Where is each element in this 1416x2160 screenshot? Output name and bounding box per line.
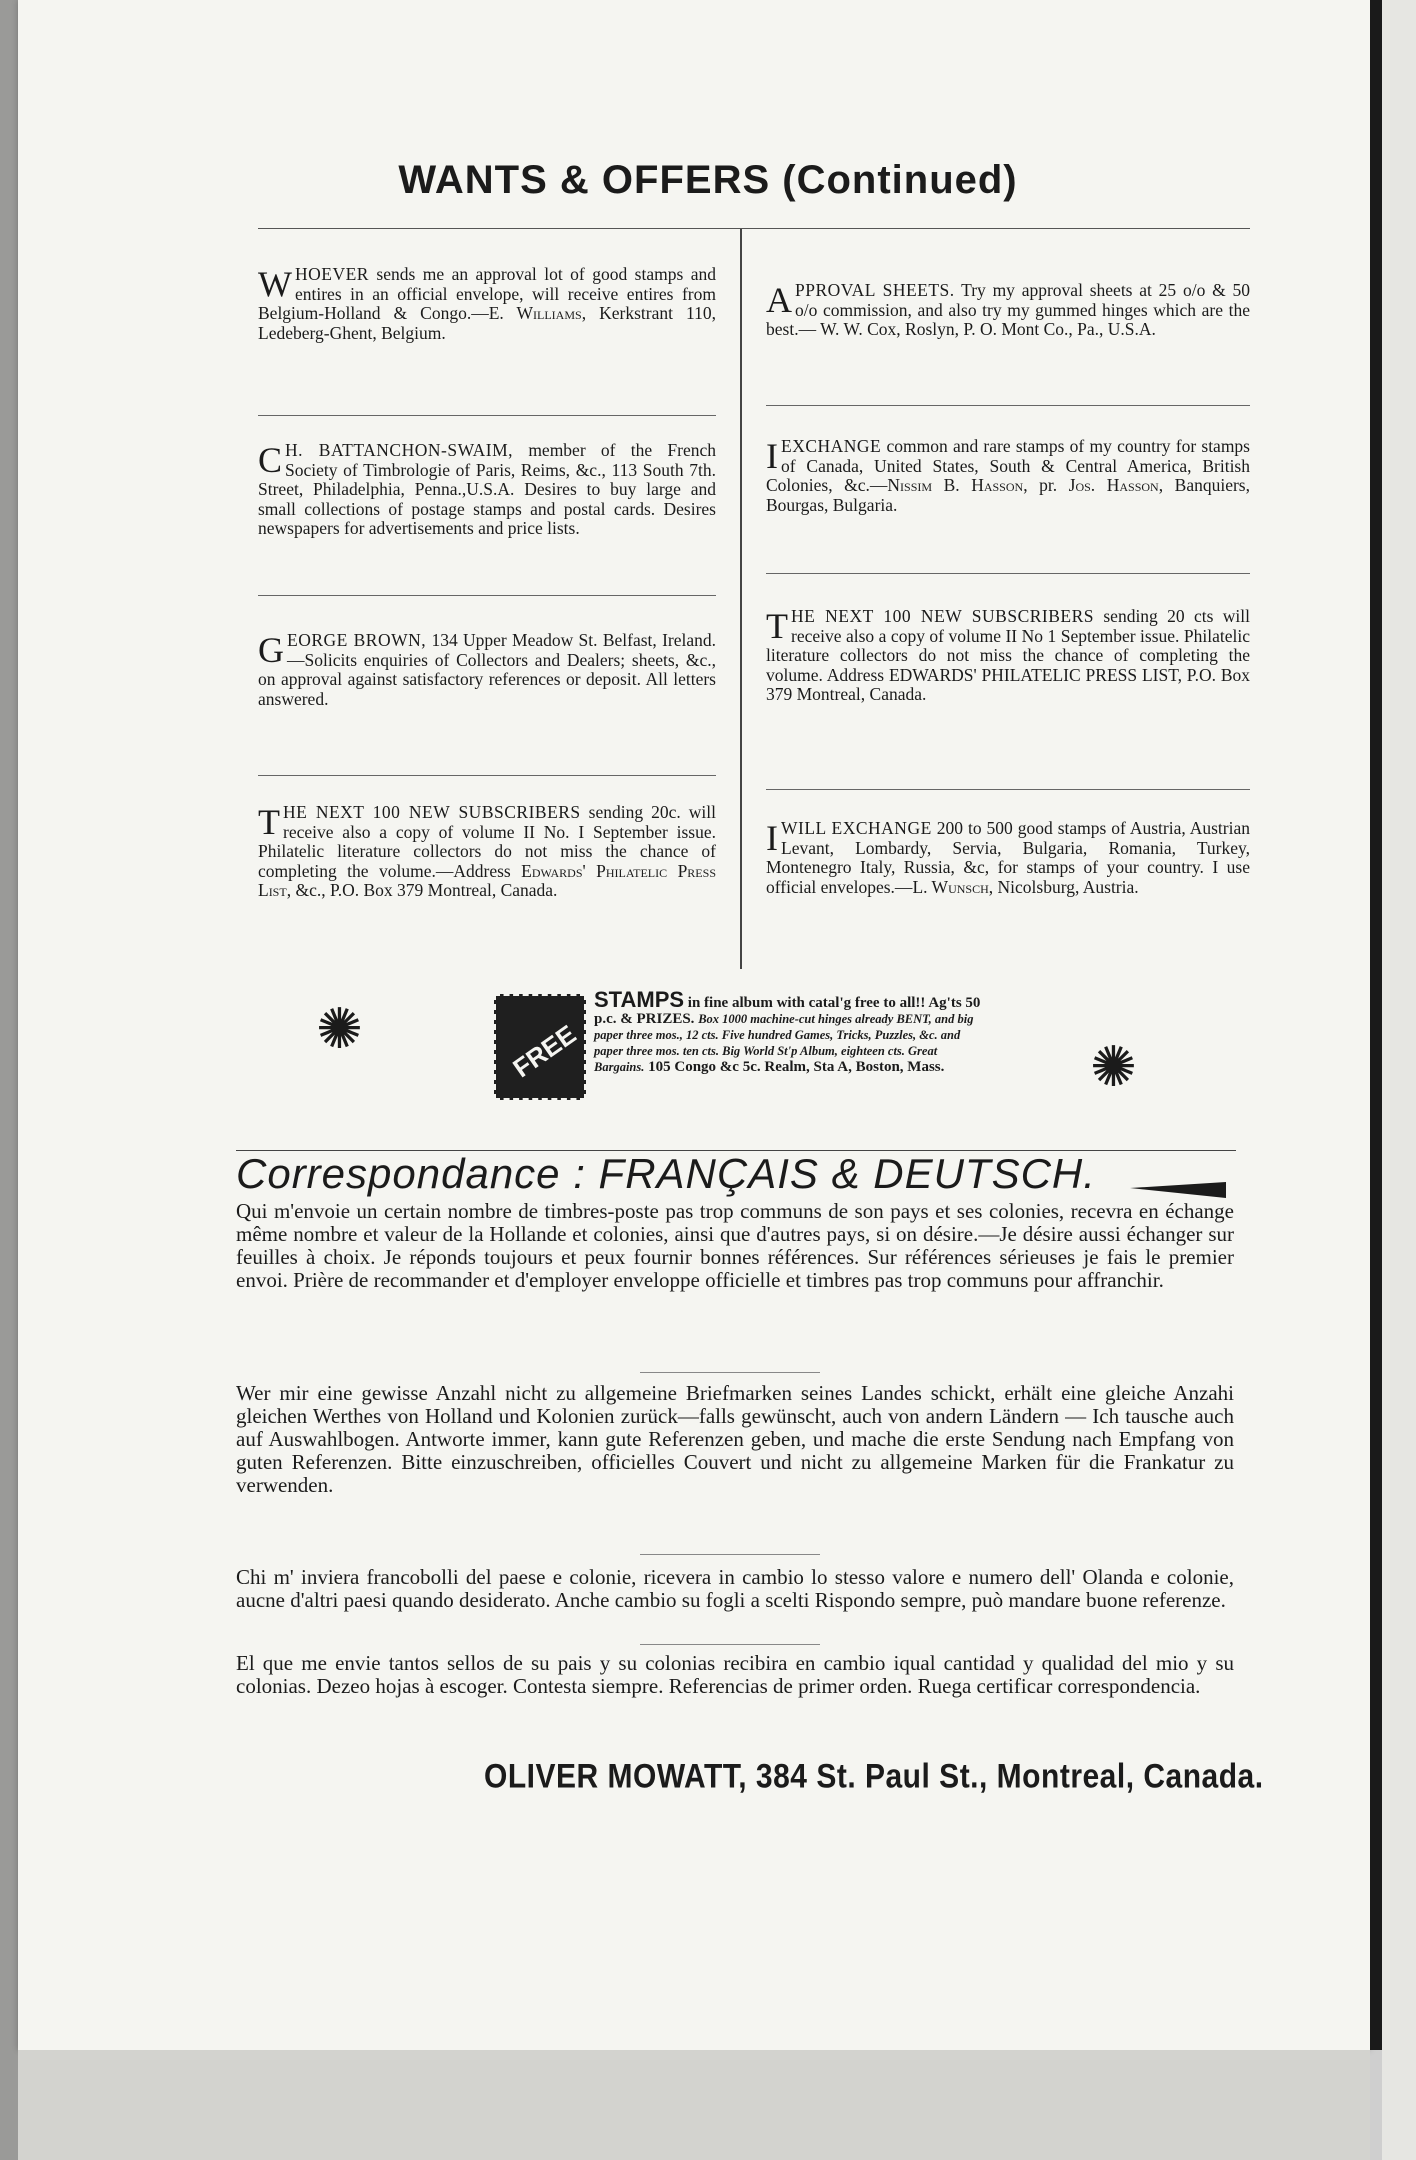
page-binding-shadow [0,0,18,2160]
ad-i-exchange: IEXCHANGE common and rare stamps of my country for stamps of Canada, United States, South & Central America, British Colonies, &c.—Nissim B. Hasson, pr. Jos. Hasson, Banquiers, Bourgas, Bulgaria. [766,436,1250,515]
column-divider [740,229,742,969]
correspondance-title: Correspondance : FRANÇAIS & DEUTSCH. [236,1150,1096,1197]
ad-wunsch: IWILL EXCHANGE 200 to 500 good stamps of Austria, Austrian Levant, Lombardy, Servia, Bulgaria, Romania, Turkey, Montenegro Italy, Russia, &c, for stamps of your country. I use official envelopes.—L. Wunsch, Nicolsburg, Austria. [766,818,1250,897]
stamps-banner-ad [494,987,988,1104]
ad-approval-sheets: APPROVAL SHEETS. Try my approval sheets at 25 o/o & 50 o/o commission, and also try my gummed hinges which are the best.— W. W. Cox, Roslyn, P. O. Mont Co., Pa., U.S.A. [766,280,1250,339]
free-stamp-graphic: FREE [494,994,586,1100]
ad-separator [258,415,716,416]
sunburst-ornament-right-icon: ✺ [1090,1037,1137,1099]
paragraph-german: Wer mir eine gewisse Anzahl nicht zu allgemeine Briefmarken seines Landes schickt, erhält eine gleiche Anzahi gleichen Werthes von Holland und Kolonien zurück—falls gewünscht, auch von andern Ländern — Ich tausche auch auf Auswahlbogen. Antworte immer, kann gute Referenzen geben, und mache die erste Sendung nach Empfang von guten Referenzen. Bitte einzuschreiben, officielles Couvert und nicht zu allgemeine Marken für die Frankatur zu verwenden. [236,1381,1234,1497]
page-title: WANTS & OFFERS (Continued) [398,158,1018,202]
ad-whoever: WHOEVER sends me an approval lot of good stamps and entires in an official envelope, will receive entires from Belgium-Holland & Congo.—E. Williams, Kerkstrant 110, Ledeberg-Ghent, Belgium. [258,264,716,343]
paragraph-french: Qui m'envoie un certain nombre de timbres-poste pas trop communs de son pays et ses colonies, recevra en échange même nombre et valeur de la Hollande et colonies, ainsi que d'autres pays, si on désire.—Je désire aussi échanger sur feuilles à choix. Je réponds toujours et peux fournir bonnes références. Sur références sérieuses je fais le premier envoi. Prière de recommander et d'employer enveloppe officielle et timbres pas trop communs pour affranchir. [236,1199,1234,1292]
paragraph-separator [640,1644,820,1645]
paragraph-separator [640,1372,820,1373]
page-edge [1370,0,1382,2050]
sunburst-ornament-left-icon: ✺ [316,999,363,1061]
ad-separator [766,573,1250,574]
stamps-banner-text: STAMPS in fine album with catal'g free to all!! Ag'ts 50 p.c. & PRIZES. Box 1000 machine-cut hinges already BENT, and big paper three mos., 12 cts. Five hundred Games, Tricks, Puzzles, &c. and paper three mos. ten cts. Big World St'p Album, eighteen cts. Great Bargains. 105 Congo &c 5c. Realm, Sta A, Boston, Mass. [594,987,981,1075]
ad-separator [766,405,1250,406]
paragraph-separator [640,1554,820,1555]
advertiser-signature: OLIVER MOWATT, 384 St. Paul St., Montreal, Canada. [484,1757,1264,1796]
classified-grid [258,228,1250,969]
ad-separator [766,789,1250,790]
paragraph-spanish: El que me envie tantos sellos de su pais y su colonias recibira en cambio iqual cantidad y qualidad del mio y su colonias. Dezeo hojas à escoger. Contesta siempre. Referencias de primer orden. Ruega certificar correspondencia. [236,1651,1234,1698]
ad-separator [258,595,716,596]
scan-bottom-margin [18,2050,1370,2160]
ad-battanchon: C H. BATTANCHON-SWAIM, member of the French Society of Timbrologie of Paris, Reims, &c., 113 South 7th. Street, Philadelphia, Penna.,U.S.A. Desires to buy large and small collections of postage stamps and postal cards. Desires newspapers for advertisements and price lists. [258,440,716,538]
adjacent-page [1382,0,1416,2160]
paragraph-italian: Chi m' inviera francobolli del paese e colonie, ricevera in cambio lo stesso valore e numero dell' Olanda e colonie, aucne d'altri paesi quando desiderato. Anche cambio su fogli a scelti Rispondo sempre, può mandare buone referenze. [236,1565,1234,1612]
ad-separator [258,775,716,776]
wedge-ornament-icon [1130,1182,1226,1198]
ad-next-subscribers-right: THE NEXT 100 NEW SUBSCRIBERS sending 20 cts will receive also a copy of volume II No 1 September issue. Philatelic literature collectors do not miss the chance of completing the volume. Address EDWARDS' PHILATELIC PRESS LIST, P.O. Box 379 Montreal, Canada. [766,606,1250,704]
ad-next-subscribers-left: THE NEXT 100 NEW SUBSCRIBERS sending 20c. will receive also a copy of volume II No. I September issue. Philatelic literature collectors do not miss the chance of completing the volume.—Address Edwards' Philatelic Press List, &c., P.O. Box 379 Montreal, Canada. [258,802,716,900]
ad-george-brown: GEORGE BROWN, 134 Upper Meadow St. Belfast, Ireland.—Solicits enquiries of Collectors and Dealers; sheets, &c., on approval against satisfactory references or deposit. All letters answered. [258,630,716,709]
